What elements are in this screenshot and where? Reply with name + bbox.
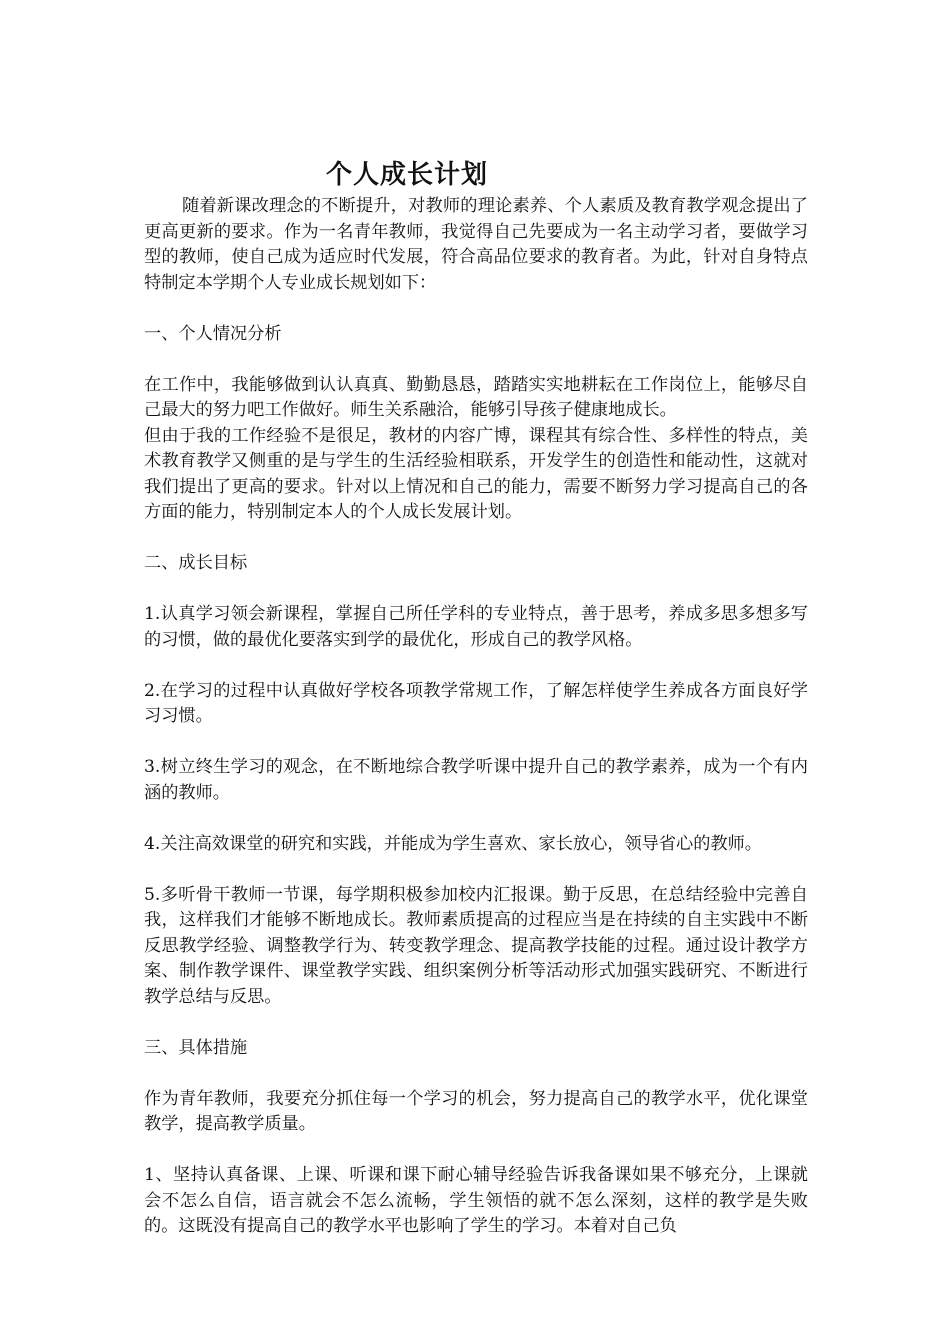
spacer [144, 1061, 808, 1087]
spacer [144, 730, 808, 756]
spacer [144, 806, 808, 832]
measures-paragraph-2: 1、坚持认真备课、上课、听课和课下耐心辅导经验告诉我备课如果不够充分，上课就会不怎么自信，语言就会不怎么流畅，学生领悟的就不怎么深刻，这样的教学是失败的。这既没有提高自己的教学水平也影响了学生的学习。本着对自己负 [144, 1165, 808, 1236]
intro-paragraph: 随着新课改理念的不断提升，对教师的理论素养、个人素质及教育教学观念提出了更高更新的要求。作为一名青年教师，我觉得自己先要成为一名主动学习者，要做学习型的教师，使自己成为适应时代发展，符合高品位要求的教育者。为此，针对自身特点特制定本学期个人专业成长规划如下： [144, 196, 808, 293]
document-title: 个人成长计划 [326, 160, 489, 190]
spacer [144, 857, 808, 883]
spacer [144, 296, 808, 322]
section-heading-measures: 三、具体措施 [144, 1037, 248, 1058]
goal-item-5: 5.多听骨干教师一节课，每学期积极参加校内汇报课。勤于反思，在总结经验中完善自我，这样我们才能够不断地成长。教师素质提高的过程应当是在持续的自主实践中不断反思教学经验、调整教学行为、转变教学理念、提高教学技能的过程。通过设计教学方案、制作教学课件、课堂教学实践、组织案例分析等活动形式加强实践研究、不断进行教学总结与反思。 [144, 884, 808, 1007]
goal-item-1: 1.认真学习领会新课程，掌握自己所任学科的专业特点，善于思考，养成多思多想多写的习惯，做的最优化要落实到学的最优化，形成自己的教学风格。 [144, 604, 808, 650]
spacer [144, 347, 808, 373]
spacer [144, 1010, 808, 1036]
spacer [144, 526, 808, 552]
analysis-paragraph-2: 但由于我的工作经验不是很足，教材的内容广博，课程其有综合性、多样性的特点，美术教育教学又侧重的是与学生的生活经验相联系，开发学生的创造性和能动性，这就对我们提出了更高的要求。针对以上情况和自己的能力，需要不断努力学习提高自己的各方面的能力，特别制定本人的个人成长发展计划。 [144, 425, 808, 522]
analysis-paragraph-1: 在工作中，我能够做到认认真真、勤勤恳恳，踏踏实实地耕耘在工作岗位上，能够尽自己最大的努力吧工作做好。师生关系融洽，能够引导孩子健康地成长。 [144, 374, 808, 420]
spacer [144, 653, 808, 679]
document-page [144, 150, 808, 1240]
measures-paragraph-1: 作为青年教师，我要充分抓住每一个学习的机会，努力提高自己的教学水平，优化课堂教学，提高教学质量。 [144, 1088, 808, 1134]
spacer [144, 577, 808, 603]
goal-item-2: 2.在学习的过程中认真做好学校各项教学常规工作，了解怎样使学生养成各方面良好学习习惯。 [144, 680, 808, 726]
section-heading-goals: 二、成长目标 [144, 553, 248, 573]
goal-item-4: 4.关注高效课堂的研究和实践，并能成为学生喜欢、家长放心，领导省心的教师。 [144, 833, 762, 854]
goal-item-3: 3.树立终生学习的观念，在不断地综合教学听课中提升自己的教学素养，成为一个有内涵的教师。 [144, 757, 808, 803]
spacer [144, 1138, 808, 1164]
section-heading-analysis: 一、个人情况分析 [144, 323, 282, 344]
